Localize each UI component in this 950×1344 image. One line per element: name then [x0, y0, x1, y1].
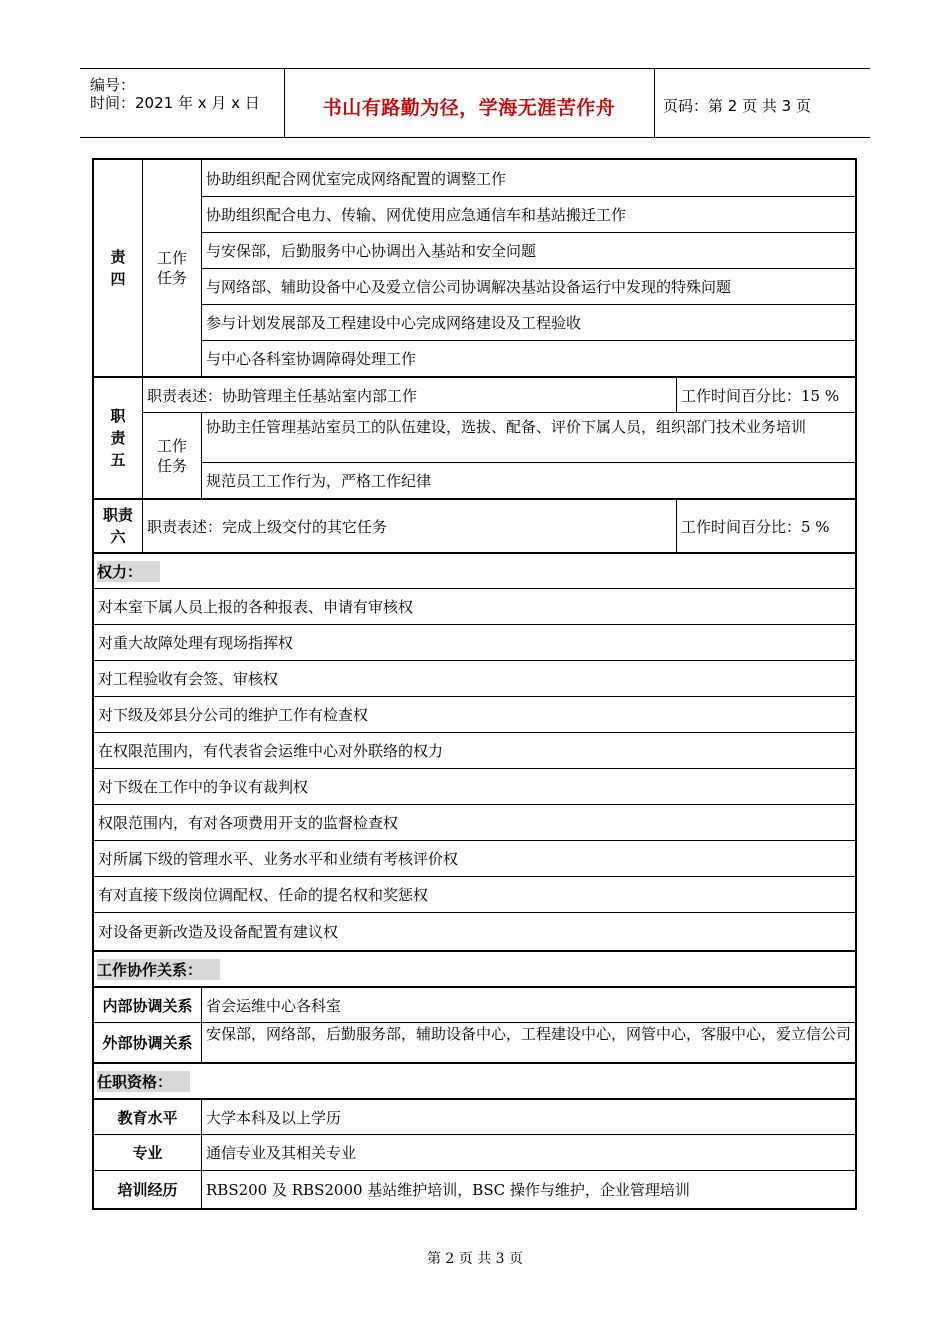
qualifications-title-text: 任职资格： [97, 1071, 190, 1092]
duty6-label: 职责 六 [94, 498, 142, 552]
relations-title [94, 950, 855, 986]
header-page-cell [655, 69, 870, 137]
major-value: 通信专业及其相关专业 [201, 1134, 855, 1170]
power-item-3: 对工程验收有会签、审核权 [94, 660, 855, 696]
power-item-8: 对所属下级的管理水平、业务水平和业绩有考核评价权 [94, 840, 855, 876]
duty4-task-6: 与中心各科室协调障碍处理工作 [201, 340, 855, 376]
education-label: 教育水平 [94, 1098, 201, 1134]
duty6-time-percent: 工作时间百分比：5 % [676, 498, 855, 552]
power-item-4: 对下级及郊县分公司的维护工作有检查权 [94, 696, 855, 732]
internal-relations-value: 省会运维中心各科室 [201, 986, 855, 1022]
power-item-9: 有对直接下级岗位调配权、任命的提名权和奖惩权 [94, 876, 855, 912]
duty4-task-4: 与网络部、辅助设备中心及爱立信公司协调解决基站设备运行中发现的特殊问题 [201, 268, 855, 304]
page-number: 页码：第 2 页 共 3 页 [663, 97, 811, 115]
duty5-description: 职责表述：协助管理主任基站室内部工作 [142, 376, 676, 412]
powers-section [94, 552, 855, 950]
relations-title-text: 工作协作关系： [97, 959, 220, 980]
duty4-section [94, 160, 855, 376]
power-item-10: 对设备更新改造及设备配置有建议权 [94, 912, 855, 950]
duty6-description: 职责表述：完成上级交付的其它任务 [142, 498, 676, 552]
training-value: RBS200 及 RBS2000 基站维护培训，BSC 操作与维护，企业管理培训 [201, 1170, 855, 1208]
duty6-section [94, 498, 855, 552]
duty4-task-1: 协助组织配合网优室完成网络配置的调整工作 [201, 160, 855, 196]
powers-title [94, 552, 855, 588]
power-item-2: 对重大故障处理有现场指挥权 [94, 624, 855, 660]
duty4-task-2: 协助组织配合电力、传输、网优使用应急通信车和基站搬迁工作 [201, 196, 855, 232]
duty5-time-percent: 工作时间百分比：15 % [676, 376, 855, 412]
external-relations-value: 安保部，网络部，后勤服务部，辅助设备中心，工程建设中心，网管中心，客服中心，爱立信公司 [201, 1022, 855, 1062]
training-label: 培训经历 [94, 1170, 201, 1208]
duty5-section [94, 376, 855, 498]
doc-date: 时间：2021 年 x 月 x 日 [90, 94, 260, 112]
internal-relations-label: 内部协调关系 [94, 986, 201, 1022]
power-item-1: 对本室下属人员上报的各种报表、申请有审核权 [94, 588, 855, 624]
duty5-task-label: 工作 任务 [142, 412, 201, 498]
qualifications-title [94, 1062, 855, 1098]
power-item-6: 对下级在工作中的争议有裁判权 [94, 768, 855, 804]
duty4-label: 责 四 [110, 248, 126, 288]
duty4-task-label: 工作 任务 [142, 160, 201, 376]
power-item-5: 在权限范围内，有代表省会运维中心对外联络的权力 [94, 732, 855, 768]
duty5-label: 职 责 五 [94, 376, 142, 498]
duty5-task-1: 协助主任管理基站室员工的队伍建设，选拔、配备、评价下属人员，组织部门技术业务培训 [201, 412, 855, 462]
education-value: 大学本科及以上学历 [201, 1098, 855, 1134]
duty4-task-3: 与安保部，后勤服务中心协调出入基站和安全问题 [201, 232, 855, 268]
duty5-task-2: 规范员工工作行为，严格工作纪律 [201, 462, 855, 498]
page-footer: 第 2 页 共 3 页 [426, 1251, 524, 1267]
doc-code: 编号： [90, 76, 136, 94]
external-relations-label: 外部协调关系 [94, 1022, 201, 1062]
duty4-task-5: 参与计划发展部及工程建设中心完成网络建设及工程验收 [201, 304, 855, 340]
motto: 书山有路勤为径，学海无涯苦作舟 [322, 97, 616, 119]
powers-title-text: 权力： [97, 561, 160, 582]
header-motto-cell [284, 69, 655, 137]
power-item-7: 权限范围内，有对各项费用开支的监督检查权 [94, 804, 855, 840]
qualifications-section [94, 1062, 855, 1208]
major-label: 专业 [94, 1134, 201, 1170]
job-description-table [92, 158, 857, 1210]
header-meta-cell [80, 69, 285, 137]
page-header [80, 68, 870, 138]
relations-section [94, 950, 855, 1062]
